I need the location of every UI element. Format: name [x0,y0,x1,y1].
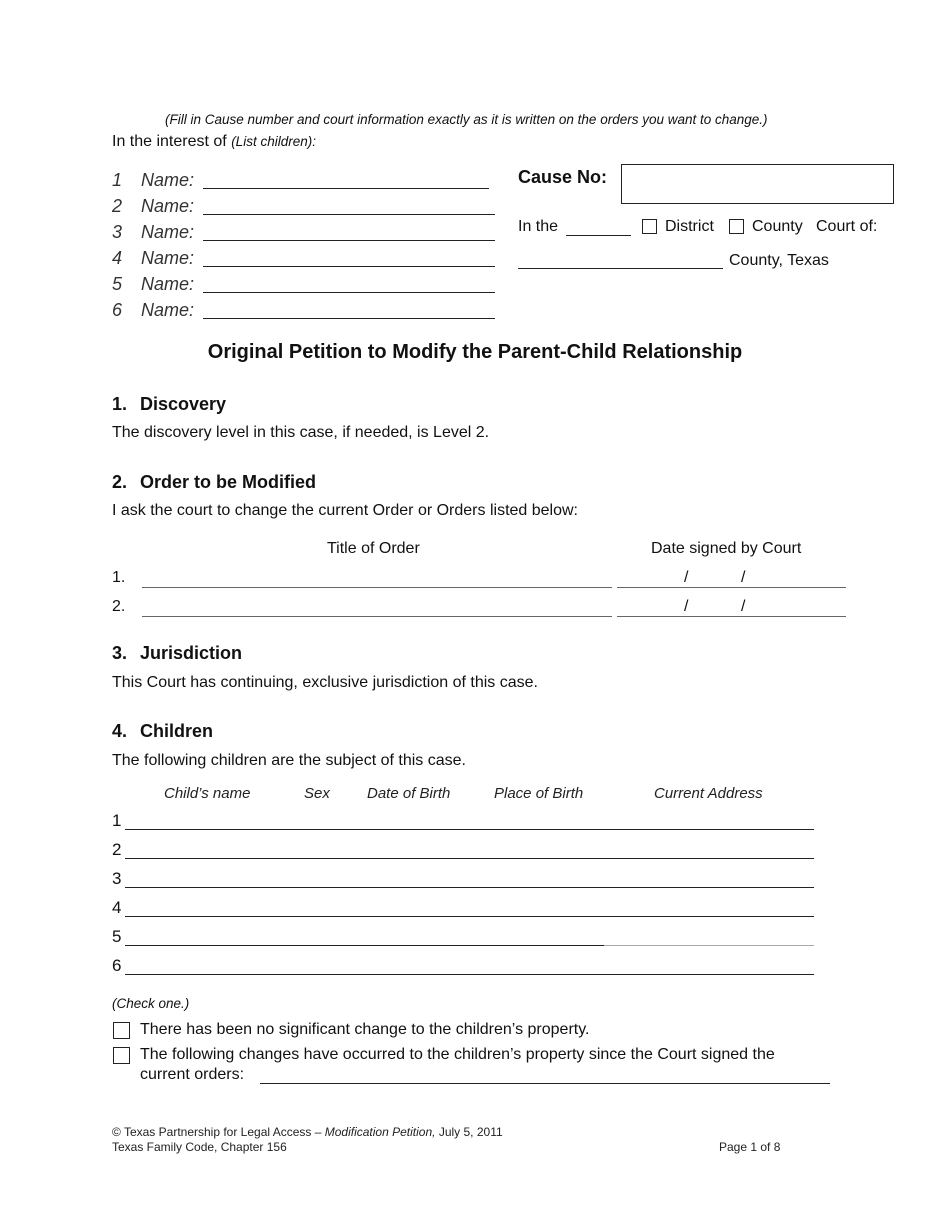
col-child-name: Child’s name [164,785,251,802]
order-title-field-1[interactable] [142,587,612,588]
changes-label-line2: current orders: [140,1066,245,1083]
county-label: County [752,218,803,235]
section-1-number: 1. [112,394,128,414]
changes-label-line1: The following changes have occurred to the children’s property since the Court signed the [140,1046,775,1063]
order-date-field-1[interactable] [617,587,846,588]
check-one-label: (Check one.) [112,996,190,1011]
child-row-number: 6 [112,956,122,975]
jurisdiction-text: This Court has continuing, exclusive jurisdiction of this case. [112,674,538,691]
section-2-title: Order to be Modified [140,472,317,492]
section-2-number: 2. [112,472,128,492]
child-row-number: 4 [112,898,122,917]
child-name-number: 6 [112,300,123,320]
col-place-of-birth: Place of Birth [494,785,584,802]
col-current-address: Current Address [654,785,763,802]
district-checkbox[interactable] [642,219,657,234]
section-2-heading [112,472,316,493]
section-1-heading [112,394,226,415]
district-label: District [665,218,714,235]
child-name-field-1[interactable] [203,188,489,189]
no-change-checkbox[interactable] [113,1022,130,1039]
date-separator: / [684,569,689,586]
child-name-number: 1 [112,170,123,190]
child-name-label: Name: [141,274,195,294]
child-name-number: 2 [112,196,123,216]
child-row-field-2[interactable] [125,858,814,859]
child-row-number: 1 [112,811,122,830]
county-texas-label: County, Texas [729,252,829,269]
child-name-field-2[interactable] [203,214,495,215]
child-row-field-4[interactable] [125,916,814,917]
child-row-field-5[interactable] [125,945,604,946]
section-3-title: Jurisdiction [140,643,243,663]
county-name-field[interactable] [518,268,723,269]
child-name-label: Name: [141,196,195,216]
child-name-field-6[interactable] [203,318,495,319]
col-date-of-birth: Date of Birth [367,785,451,802]
date-separator: / [741,598,746,615]
date-separator: / [684,598,689,615]
footer-copyright-text: © Texas Partnership for Legal Access – [112,1125,322,1139]
interest-lead: In the interest of [112,133,227,150]
order-date-field-2[interactable] [617,616,846,617]
footer-date: July 5, 2011 [438,1125,503,1139]
child-name-field-3[interactable] [203,240,495,241]
changes-checkbox[interactable] [113,1047,130,1064]
child-name-label: Name: [141,300,195,320]
discovery-text: The discovery level in this case, if needed, is Level 2. [112,424,490,441]
interest-hint: (List children): [231,134,316,149]
section-4-heading [112,721,213,742]
interest-label [112,133,316,151]
section-4-title: Children [140,721,214,741]
child-name-number: 3 [112,222,123,242]
county-checkbox[interactable] [729,219,744,234]
property-changes-field[interactable] [260,1083,830,1084]
children-text: The following children are the subject of this case. [112,752,466,769]
col-sex: Sex [304,785,330,802]
child-name-field-4[interactable] [203,266,495,267]
child-name-field-5[interactable] [203,292,495,293]
child-row-number: 5 [112,927,122,946]
court-number-field[interactable] [566,235,631,236]
cause-no-label: Cause No: [518,167,608,187]
child-name-label: Name: [141,248,195,268]
child-row-field-3[interactable] [125,887,814,888]
section-4-number: 4. [112,721,128,741]
child-row-field-5-end [604,945,814,946]
instruction-text: (Fill in Cause number and court information exactly as it is written on the orders you want to change.) [165,112,768,127]
order-text: I ask the court to change the current Order or Orders listed below: [112,502,578,519]
no-change-label: There has been no significant change to the children’s property. [140,1021,590,1038]
child-name-label: Name: [141,170,195,190]
footer-code: Texas Family Code, Chapter 156 [112,1140,287,1154]
child-name-number: 4 [112,248,123,268]
section-1-title: Discovery [140,394,227,414]
section-3-number: 3. [112,643,128,663]
order-title-field-2[interactable] [142,616,612,617]
section-3-heading [112,643,242,664]
order-row-number: 1. [112,569,126,586]
date-signed-header: Date signed by Court [651,540,802,557]
child-row-field-1[interactable] [125,829,814,830]
cause-no-input[interactable] [621,164,894,204]
court-of-label: Court of: [816,218,878,235]
child-row-number: 3 [112,869,122,888]
child-name-number: 5 [112,274,123,294]
title-of-order-header: Title of Order [327,540,420,557]
footer-page-number: Page 1 of 8 [719,1140,781,1154]
document-title: Original Petition to Modify the Parent-Child Relationship [207,341,743,363]
footer-form-name: Modification Petition, [324,1125,436,1139]
date-separator: / [741,569,746,586]
child-row-number: 2 [112,840,122,859]
in-the-label: In the [518,218,559,235]
footer-copyright [112,1125,503,1139]
order-row-number: 2. [112,598,126,615]
child-row-field-6[interactable] [125,974,814,975]
child-name-label: Name: [141,222,195,242]
